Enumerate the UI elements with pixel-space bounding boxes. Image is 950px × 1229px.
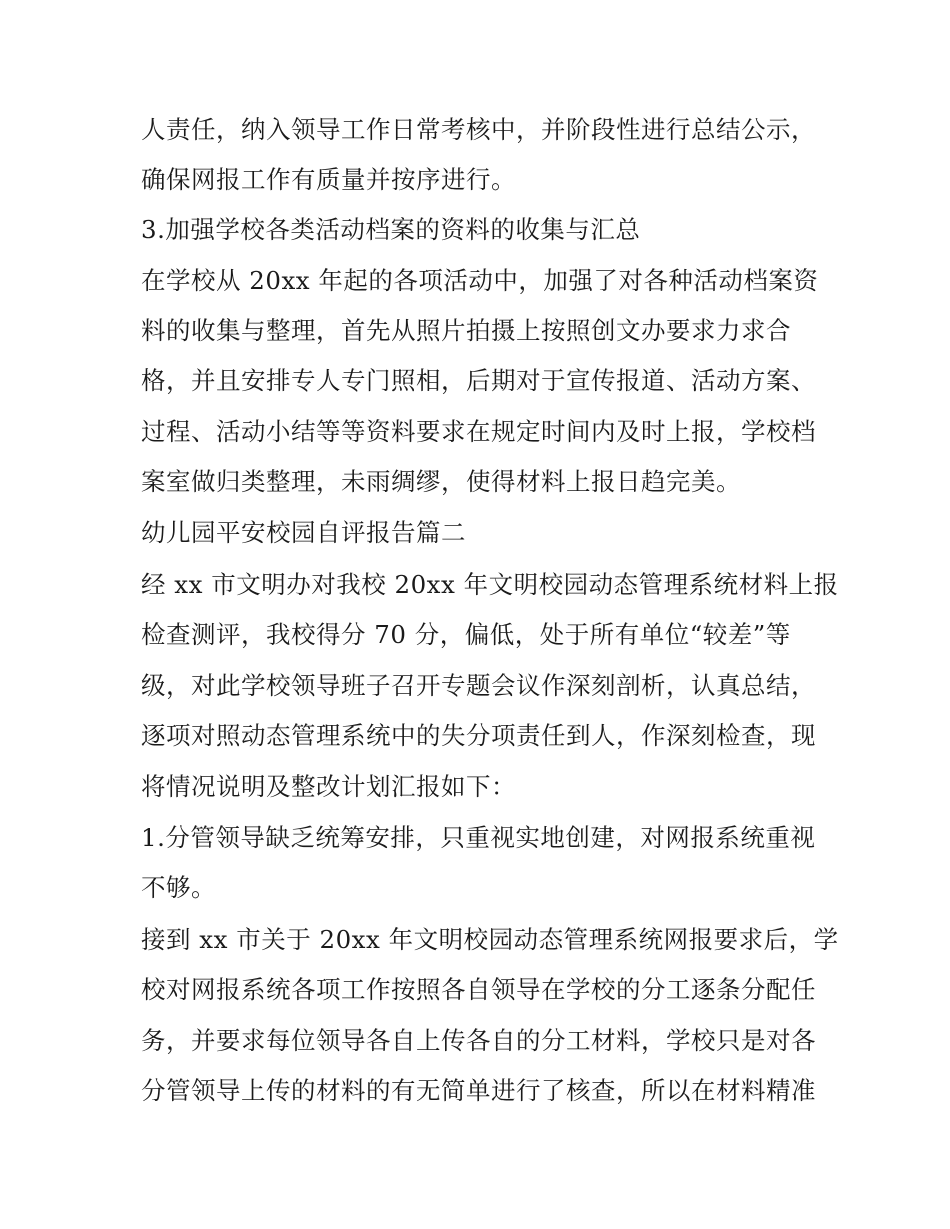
text-line: 料的收集与整理，首先从照片拍摄上按照创文办要求力求合 [141,316,791,345]
text-line: 经 xx 市文明办对我校 20xx 年文明校园动态管理系统材料上报 [141,570,839,599]
text-line: 案室做归类整理，未雨绸缪，使得材料上报日趋完美。 [141,467,741,496]
text-line: 校对网报系统各项工作按照各自领导在学校的分工逐条分配任 [141,975,816,1004]
text-line: 过程、活动小结等等资料要求在规定时间内及时上报，学校档 [141,417,816,446]
text-line: 将情况说明及整改计划汇报如下： [141,772,516,801]
section-heading: 1.分管领导缺乏统筹安排，只重视实地创建，对网报系统重视 [141,823,816,852]
text-line: 确保网报工作有质量并按序进行。 [141,165,516,194]
text-line: 接到 xx 市关于 20xx 年文明校园动态管理系统网报要求后，学 [141,925,839,954]
text-line: 分管领导上传的材料的有无简单进行了核查，所以在材料精准 [141,1076,816,1105]
section-title: 幼儿园平安校园自评报告篇二 [141,518,466,547]
text-line: 务，并要求每位领导各自上传各自的分工材料，学校只是对各 [141,1026,816,1055]
text-line: 不够。 [141,873,216,902]
section-heading: 3.加强学校各类活动档案的资料的收集与汇总 [141,215,641,244]
text-line: 人责任，纳入领导工作日常考核中，并阶段性进行总结公示， [141,115,816,144]
text-line: 逐项对照动态管理系统中的失分项责任到人，作深刻检查，现 [141,721,816,750]
text-line: 在学校从 20xx 年起的各项活动中，加强了对各种活动档案资 [141,266,819,295]
text-line: 级，对此学校领导班子召开专题会议作深刻剖析，认真总结， [141,671,816,700]
text-line: 检查测评，我校得分 70 分，偏低，处于所有单位“较差”等 [141,620,791,649]
text-line: 格，并且安排专人专门照相，后期对于宣传报道、活动方案、 [141,366,816,395]
